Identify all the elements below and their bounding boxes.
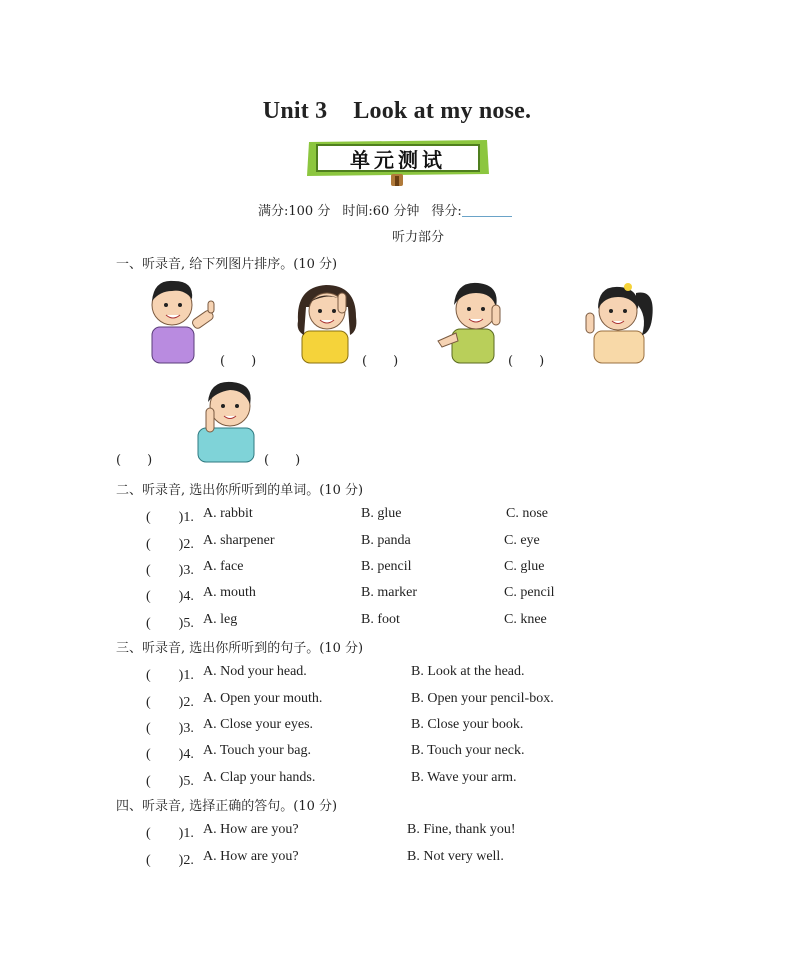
question-number: ( )3. bbox=[146, 721, 194, 736]
option-b: B. panda bbox=[361, 533, 411, 548]
answer-blank[interactable]: ( ) bbox=[264, 453, 301, 468]
section3-heading: 三、听录音, 选出你所听到的句子。(10 分) bbox=[116, 641, 364, 656]
answer-blank[interactable]: ( ) bbox=[116, 453, 153, 468]
option-b: B. pencil bbox=[361, 559, 412, 574]
answer-blank[interactable]: ( ) bbox=[220, 354, 257, 369]
option-c: C. pencil bbox=[504, 585, 555, 600]
question-number: ( )2. bbox=[146, 853, 194, 868]
answer-blank[interactable]: ( ) bbox=[362, 354, 399, 369]
option-a: A. How are you? bbox=[203, 822, 299, 837]
option-c: C. knee bbox=[504, 612, 547, 627]
boy-thinking-icon bbox=[186, 378, 268, 464]
option-b: B. Look at the head. bbox=[411, 664, 525, 679]
question-number: ( )3. bbox=[146, 563, 194, 578]
option-b: B. Not very well. bbox=[407, 849, 504, 864]
question-number: ( )1. bbox=[146, 510, 194, 525]
score-blank[interactable] bbox=[462, 204, 512, 217]
question-number: ( )4. bbox=[146, 747, 194, 762]
score-label: 得分: bbox=[431, 204, 462, 219]
option-b: B. Close your book. bbox=[411, 717, 524, 732]
banner-label: 单元测试 bbox=[350, 148, 446, 172]
unit-label: Unit 3 bbox=[262, 98, 328, 124]
girl-pointing-eye-icon bbox=[294, 281, 362, 365]
question-number: ( )1. bbox=[146, 668, 194, 683]
option-c: C. glue bbox=[504, 559, 545, 574]
boy-thumbs-up-icon bbox=[142, 275, 224, 365]
question-number: ( )2. bbox=[146, 695, 194, 710]
page-title bbox=[0, 98, 794, 125]
option-b: B. glue bbox=[361, 506, 402, 521]
option-b: B. Touch your neck. bbox=[411, 743, 525, 758]
question-number: ( )1. bbox=[146, 826, 194, 841]
option-a: A. Nod your head. bbox=[203, 664, 307, 679]
option-c: C. nose bbox=[506, 506, 548, 521]
option-a: A. Clap your hands. bbox=[203, 770, 316, 785]
option-a: A. sharpener bbox=[203, 533, 275, 548]
option-a: A. mouth bbox=[203, 585, 256, 600]
question-number: ( )4. bbox=[146, 589, 194, 604]
option-b: B. marker bbox=[361, 585, 417, 600]
question-number: ( )2. bbox=[146, 537, 194, 552]
listening-part-label: 听力部分 bbox=[392, 230, 445, 245]
answer-blank[interactable]: ( ) bbox=[508, 354, 545, 369]
option-a: A. Touch your bag. bbox=[203, 743, 312, 758]
time-limit: 时间:60 分钟 bbox=[342, 204, 420, 219]
option-b: B. Wave your arm. bbox=[411, 770, 517, 785]
question-number: ( )5. bbox=[146, 616, 194, 631]
option-a: A. Close your eyes. bbox=[203, 717, 314, 732]
girl-touching-face-icon bbox=[582, 279, 658, 365]
boy-touching-ear-icon bbox=[436, 279, 514, 365]
title-text: Look at my nose. bbox=[353, 98, 532, 124]
option-a: A. face bbox=[203, 559, 244, 574]
option-b: B. foot bbox=[361, 612, 400, 627]
option-a: A. leg bbox=[203, 612, 238, 627]
option-a: A. How are you? bbox=[203, 849, 299, 864]
question-number: ( )5. bbox=[146, 774, 194, 789]
option-a: A. rabbit bbox=[203, 506, 253, 521]
full-score: 满分:100 分 bbox=[258, 204, 331, 219]
option-c: C. eye bbox=[504, 533, 540, 548]
score-info bbox=[258, 200, 524, 219]
section4-heading: 四、听录音, 选择正确的答句。(10 分) bbox=[116, 799, 338, 814]
section2-heading: 二、听录音, 选出你所听到的单词。(10 分) bbox=[116, 483, 364, 498]
section1-heading: 一、听录音, 给下列图片排序。(10 分) bbox=[116, 257, 338, 272]
unit-test-banner bbox=[305, 138, 491, 190]
option-b: B. Open your pencil-box. bbox=[411, 691, 554, 706]
option-b: B. Fine, thank you! bbox=[407, 822, 516, 837]
option-a: A. Open your mouth. bbox=[203, 691, 323, 706]
